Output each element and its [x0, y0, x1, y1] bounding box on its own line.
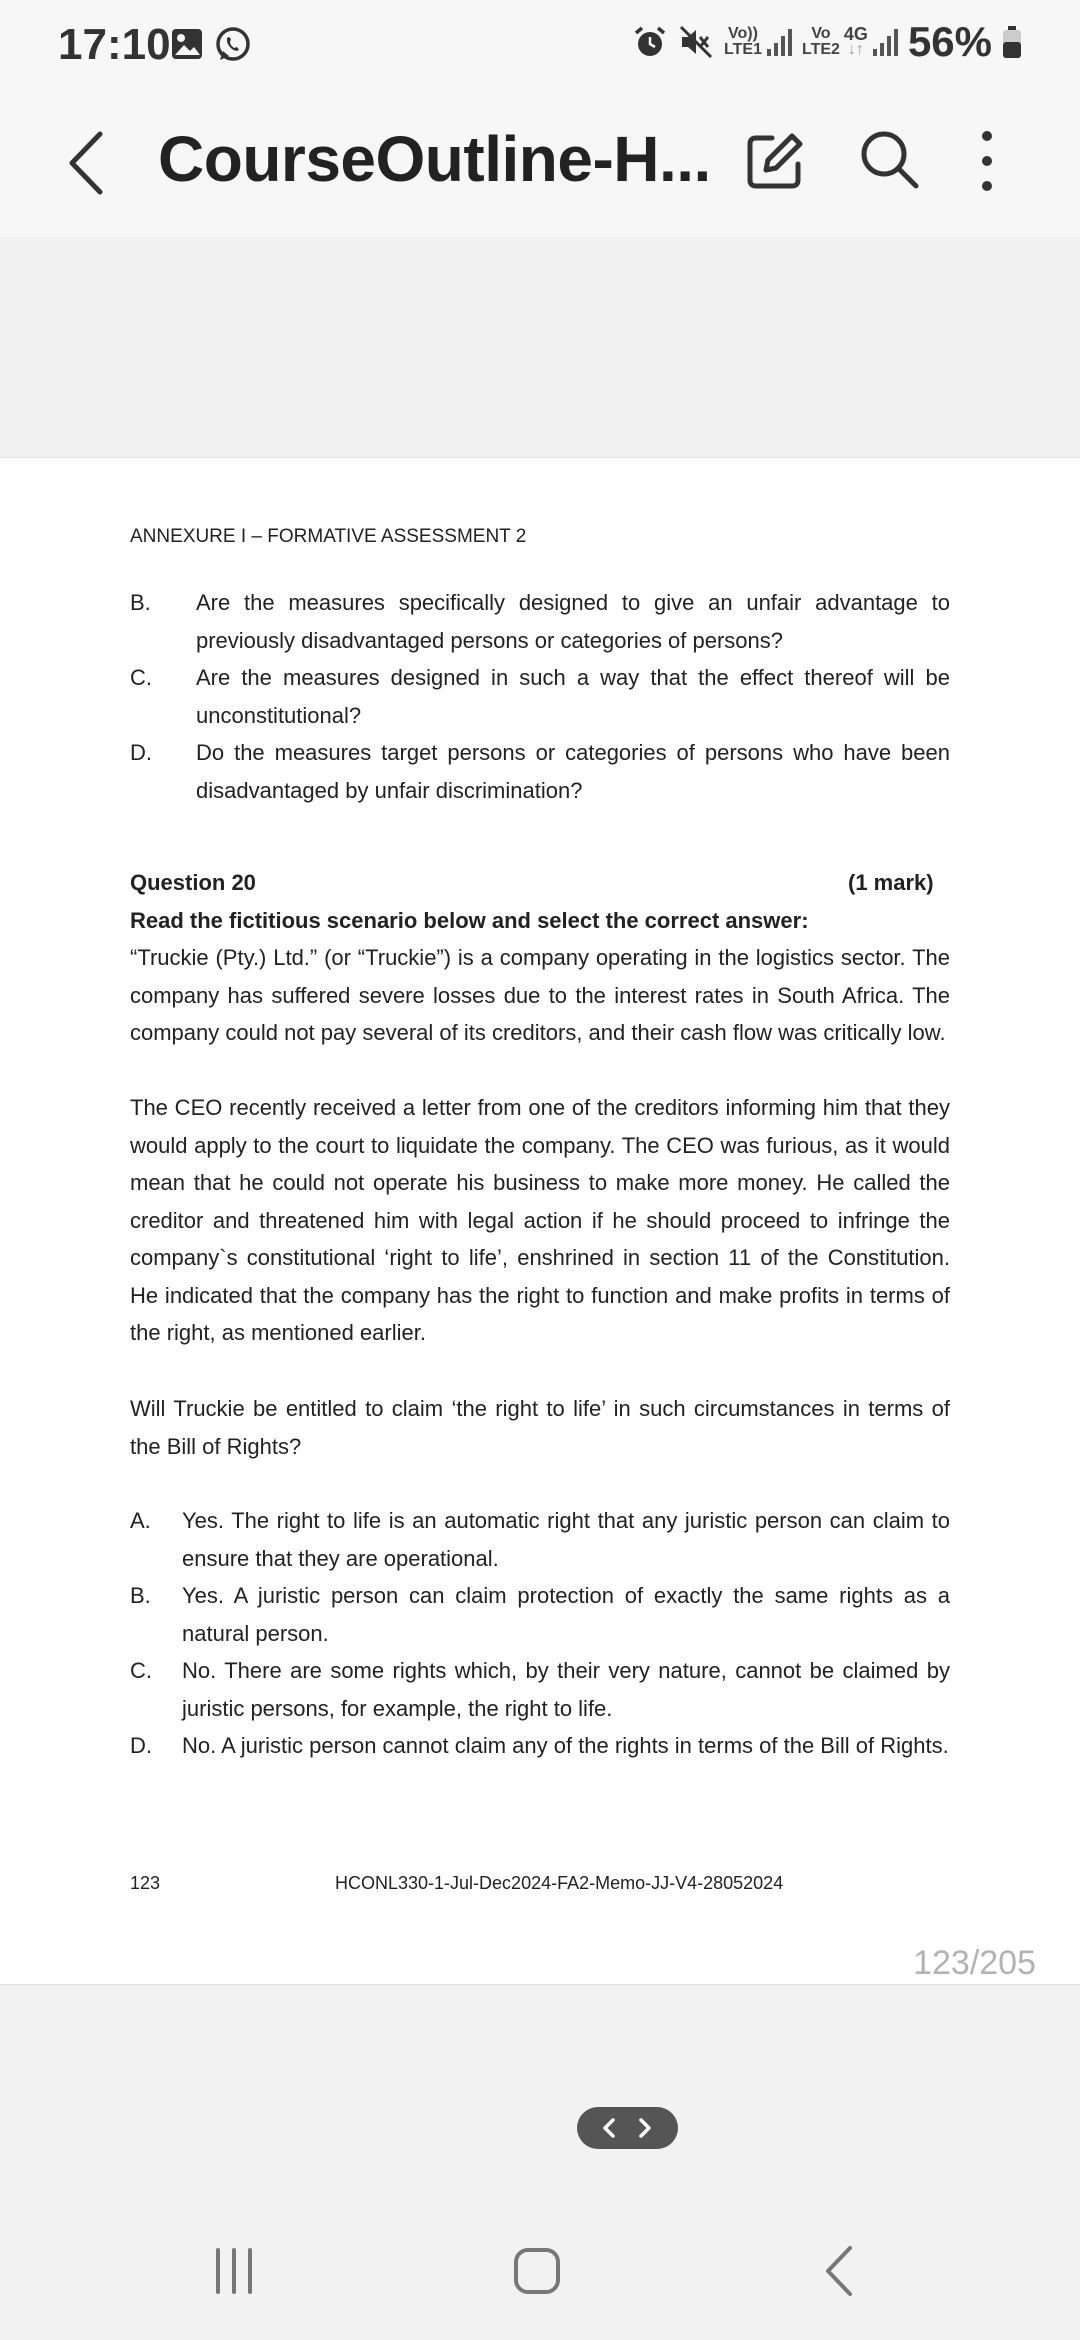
scenario-paragraph-2: The CEO recently received a letter from one of the creditors informing him that they would apply to the court to liquidate the company. The CEO was furious, as it would mean that he could not operate his business to make more money. He called the creditor and threatened him with legal action if he should proceed to infringe the company`s constitutional ‘right to life’, enshrined in section 11 of the Constitution. He indicated that the company has the right to function and make profits in terms of the right, as mentioned earlier.	[130, 1095, 950, 1345]
network2-type: 4G	[843, 24, 868, 44]
scenario-paragraph-1: “Truckie (Pty.) Ltd.” (or “Truckie”) is a company operating in the logistics sector. The company has suffered severe losses due to the interest rates in South Africa. The company could not pay several of its creditors, and their cash flow was critically low.	[130, 945, 950, 1045]
system-navigation-bar	[0, 2200, 1080, 2340]
option-letter: B.	[130, 1583, 151, 1608]
network1-label: LTE1	[724, 41, 762, 58]
signal-icon	[766, 27, 792, 57]
network1-voice: Vo))	[728, 25, 758, 42]
footer-document-code: HCONL330-1-Jul-Dec2024-FA2-Memo-JJ-V4-28052024	[335, 1873, 784, 1893]
data-arrows-icon: ↓↑	[847, 41, 864, 58]
question-mark: (1 mark)	[848, 870, 934, 895]
alarm-icon	[632, 24, 668, 60]
battery-icon	[1002, 25, 1022, 59]
edit-icon[interactable]	[744, 130, 806, 192]
option-text: Yes. The right to life is an automatic right that any juristic person can claim to ensure that they are operational.	[182, 1508, 950, 1571]
option-text: No. There are some rights which, by their very nature, cannot be claimed by juristic persons, for example, the right to life.	[182, 1658, 950, 1721]
network2-label: LTE2	[801, 41, 840, 58]
page-gap	[0, 237, 1080, 457]
answer-option-c	[130, 1652, 950, 1727]
prev-option-d	[130, 734, 950, 809]
prev-option-b	[130, 584, 950, 659]
status-bar	[0, 0, 1080, 90]
page-header: ANNEXURE I – FORMATIVE ASSESSMENT 2	[130, 526, 527, 547]
status-indicators	[632, 18, 1022, 66]
gallery-icon	[170, 27, 204, 61]
page-counter: 123/205	[913, 1944, 1036, 1982]
document-title: CourseOutline-H...	[158, 123, 711, 195]
question-title: Question 20	[130, 870, 256, 895]
option-text: Are the measures designed in such a way that the effect thereof will be unconstitutional?	[196, 665, 950, 728]
question-prompt: Will Truckie be entitled to claim ‘the right to life’ in such circumstances in terms of the Bill of Rights?	[130, 1396, 950, 1459]
option-text: Do the measures target persons or categories of persons who have been disadvantaged by unfair discrimination?	[196, 740, 950, 803]
option-text: No. A juristic person cannot claim any of the rights in terms of the Bill of Rights.	[182, 1733, 949, 1758]
answer-option-a	[130, 1502, 950, 1577]
option-letter: B.	[130, 590, 151, 615]
network1	[724, 26, 792, 58]
back-arrow-icon[interactable]	[60, 128, 116, 198]
search-icon[interactable]	[858, 128, 920, 190]
recent-apps-icon[interactable]	[212, 2248, 256, 2294]
signal-icon	[872, 27, 898, 57]
status-time: 17:10	[58, 20, 171, 69]
option-text: Yes. A juristic person can claim protection of exactly the same rights as a natural person.	[182, 1583, 950, 1646]
system-back-icon[interactable]	[822, 2244, 856, 2298]
option-letter: C.	[130, 665, 152, 690]
footer-page-number: 123	[130, 1873, 161, 1893]
option-letter: D.	[130, 740, 152, 765]
pdf-page[interactable]	[0, 457, 1080, 1985]
prev-option-c	[130, 659, 950, 734]
battery-percent: 56%	[907, 18, 992, 65]
more-options-icon[interactable]	[972, 128, 1002, 194]
option-letter: A.	[130, 1508, 151, 1533]
page-navigation	[577, 2107, 678, 2149]
whatsapp-icon	[214, 26, 252, 64]
option-letter: C.	[130, 1658, 152, 1683]
app-bar	[0, 90, 1080, 237]
answer-option-b	[130, 1577, 950, 1652]
option-text: Are the measures specifically designed to give an unfair advantage to previously disadvantaged persons or categories of persons?	[196, 590, 950, 653]
option-letter: D.	[130, 1733, 152, 1758]
home-icon[interactable]	[512, 2246, 562, 2296]
mute-icon	[678, 24, 714, 60]
network2	[802, 26, 898, 58]
previous-page-icon[interactable]	[599, 2117, 619, 2139]
question-instruction: Read the fictitious scenario below and select the correct answer:	[130, 908, 809, 933]
next-page-icon[interactable]	[635, 2117, 655, 2139]
network2-voice: Vo	[811, 25, 831, 42]
answer-option-d	[130, 1727, 950, 1765]
